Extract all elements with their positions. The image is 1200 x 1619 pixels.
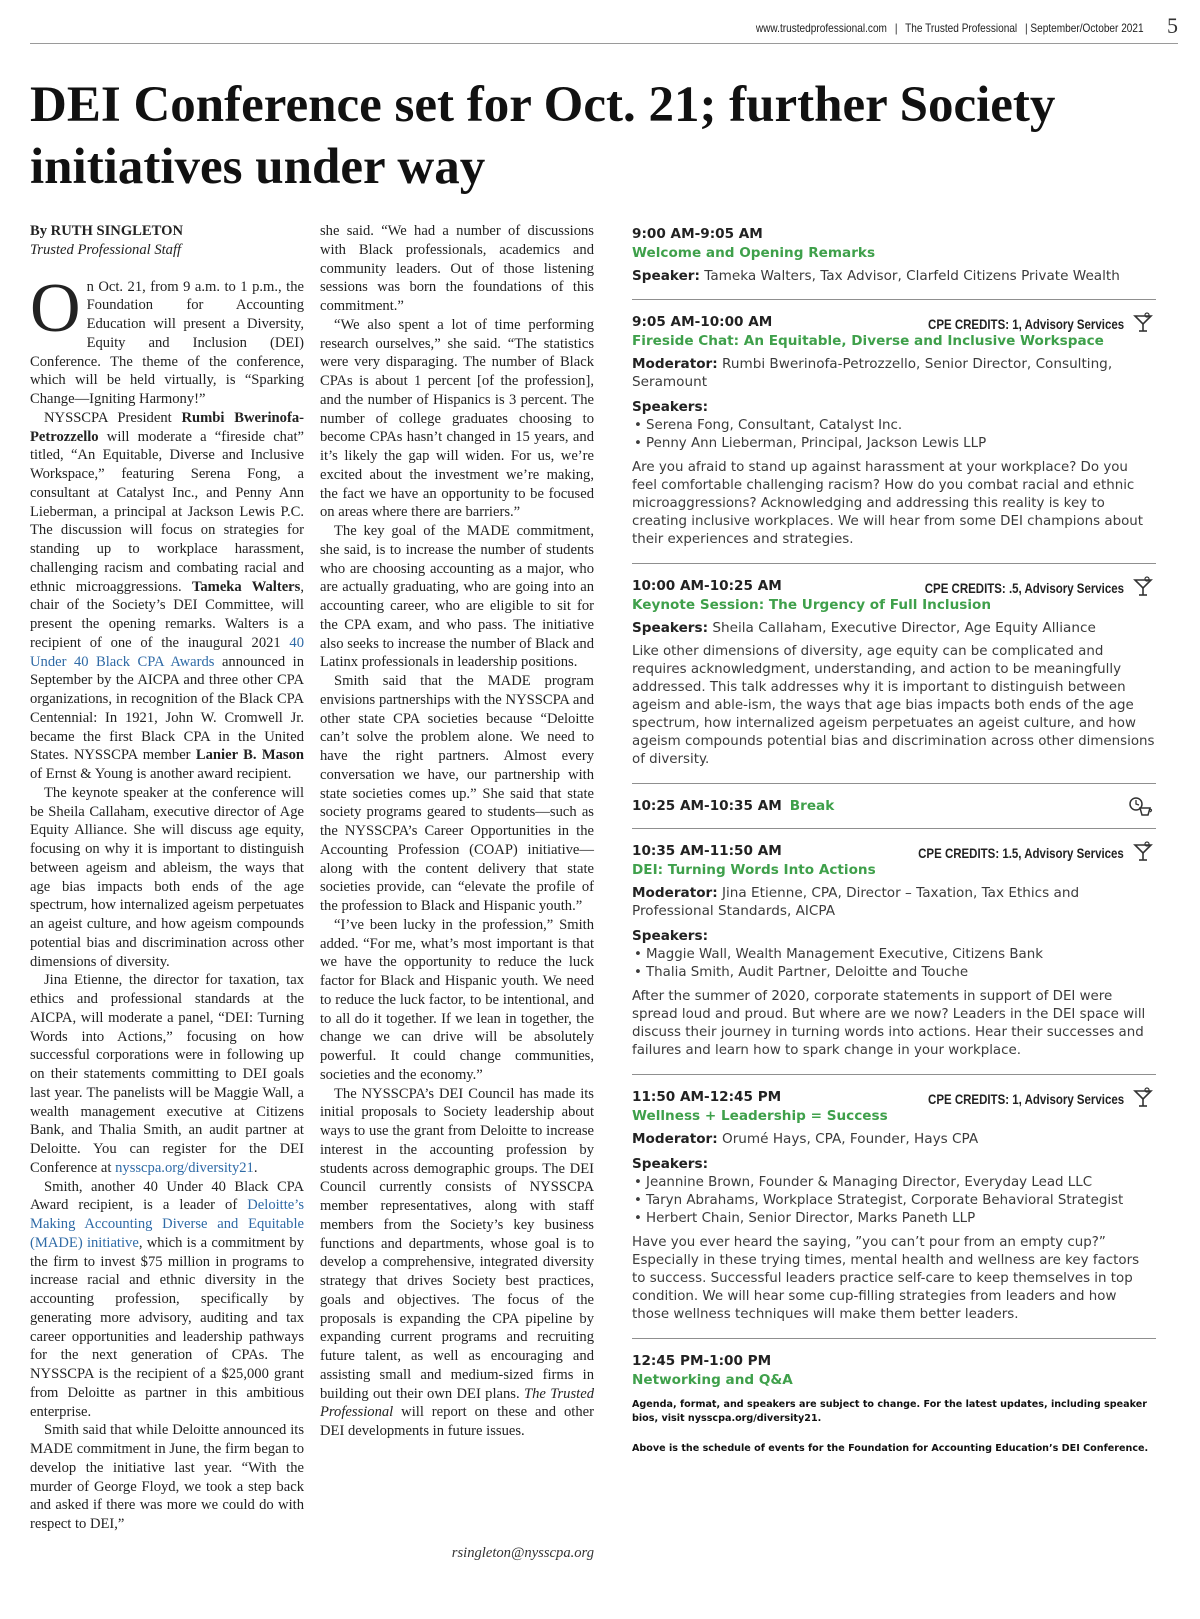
speaker-name: Sheila Callaham, Executive Director, Age Equity Alliance xyxy=(712,620,1096,636)
article-headline: DEI Conference set for Oct. 21; further Society initiatives under way xyxy=(30,77,1056,195)
session-speaker xyxy=(632,619,1156,637)
header-separator: | xyxy=(895,21,898,35)
article-paragraph xyxy=(30,409,304,784)
paragraph-text: n Oct. 21, from 9 a.m. to 1 p.m., the Foundation for Accounting Education will present a Diversity, Equity and Inclusion (DEI) Conference. The theme of the conference, which will be held virtually, is “Sparking Change—Igniting Harmony!” xyxy=(30,278,304,407)
speaker-label: Speaker: xyxy=(632,268,700,284)
header-url[interactable]: www.trustedprofessional.com xyxy=(756,21,888,35)
cpe-credits: CPE CREDITS: 1, Advisory Services xyxy=(927,316,1124,332)
speaker-name: Tameka Walters, Tax Advisor, Clarfeld Citizens Private Wealth xyxy=(704,268,1120,284)
speaker-list xyxy=(632,417,1156,453)
speakers-label: Speakers: xyxy=(632,928,709,944)
article-paragraph xyxy=(30,971,304,1177)
paragraph-text: will report on these and other DEI developments in future issues. xyxy=(320,1404,594,1439)
header-issue: | September/October 2021 xyxy=(1025,21,1144,35)
article-paragraph: The keynote speaker at the conference will be Sheila Callaham, executive director of Age Equity Alliance. She will discuss age equity, focusing on why it is important to distinguish between ageism and ableism, the ways that age bias impacts both ends of the age spectrum, how internalized ageism perpetuates an ageist culture, and how ageism compounds potential bias and discrimination across other dimensions of diversity. xyxy=(30,784,304,970)
session-description: Have you ever heard the saying, ”you can’t pour from an empty cup?” Especially in these trying times, mental health and wellness are key factors to success. Successful leaders practice self-care to keep themselves in top condition. We will hear some cup-filling strategies from leaders and how those wellness techniques will make them better leaders. xyxy=(632,1235,1140,1322)
session-fireside-chat xyxy=(632,314,1156,564)
session-wellness xyxy=(632,1089,1156,1339)
session-time: 11:50 AM-12:45 PM xyxy=(632,1089,782,1105)
article-column-2 xyxy=(320,222,594,1441)
session-welcome xyxy=(632,226,1156,300)
paragraph-text: of Ernst & Young is another award recipient. xyxy=(30,766,292,782)
article-paragraph: Smith said that while Deloitte announced its MADE commitment in June, the firm began to develop the initiative last year. “With the murder of George Floyd, we took a step back and asked if there was more we could do with respect to DEI,” xyxy=(30,1422,304,1532)
moderator-name: Jina Etienne, CPA, Director – Taxation, Tax Ethics and Professional Standards, AICPA xyxy=(632,885,1080,919)
moderator-label: Moderator: xyxy=(632,885,718,901)
session-title: Keynote Session: The Urgency of Full Inclusion xyxy=(632,597,992,613)
page-number: 5 xyxy=(1167,13,1178,38)
session-description: Like other dimensions of diversity, age equity can be complicated and requires acknowledgment, understanding, and action to be meaningfully addressed. This talk addresses why it is important to distinguish between ageism and able-ism, the ways that age bias impacts both ends of the age spectrum, how internalized ageism perpetuates an ageist culture, and how ageism compounds potential bias and discrimination across other dimensions of diversity. xyxy=(632,644,1155,767)
cpe-credits: CPE CREDITS: 1.5, Advisory Services xyxy=(918,845,1124,861)
header-info xyxy=(756,21,1144,35)
session-moderator xyxy=(632,355,1156,391)
session-keynote xyxy=(632,578,1156,784)
paragraph-text: announced in September by the AICPA and three other CPA organizations, in recognition of the Black CPA Centennial: In 1921, John W. Cromwell Jr. became the first Black CPA in the United States. NYSSCPA member xyxy=(30,653,304,764)
paragraph-text: NYSSCPA President xyxy=(44,409,182,426)
moderator-label: Moderator: xyxy=(632,356,718,372)
paragraph-text: will moderate a “fireside chat” titled, “An Equitable, Diverse and Inclusive Workspace,” featuring Serena Fong, a consultant at Catalyst Inc., and Penny Ann Lieberman, a principal at Jackson Lewis P.C. The discussion will focus on strategies for standing up to workplace harassment, challenging racism and combating racial and ethnic microaggressions. xyxy=(30,428,304,595)
cocktail-glass-icon xyxy=(1132,841,1154,863)
session-time: 10:25 AM-10:35 AM xyxy=(632,798,782,814)
session-time: 9:00 AM-9:05 AM xyxy=(632,226,763,242)
speaker-item: • Serena Fong, Consultant, Catalyst Inc. xyxy=(632,417,1156,435)
registration-link[interactable]: nysscpa.org/diversity21 xyxy=(115,1159,254,1176)
article-paragraph xyxy=(320,1085,594,1441)
article-paragraph: The key goal of the MADE commitment, she said, is to increase the number of students who are choosing accounting as a major, who are actually graduating, who are going into an accounting career, who are eligible to sit for the CPA exam, and who pass. The initiative also seeks to increase the number of Black and Latinx professionals in leadership positions. xyxy=(320,523,594,671)
paragraph-text: Smith, another 40 Under 40 Black CPA Award recipient, is a leader of xyxy=(30,1178,304,1214)
header-publication: The Trusted Professional xyxy=(905,21,1018,35)
session-title: Break xyxy=(789,798,835,814)
byline-role: Trusted Professional Staff xyxy=(30,241,182,258)
moderator-name: Rumbi Bwerinofa-Petrozzello, Senior Director, Consulting, Seramount xyxy=(632,356,1113,390)
article-paragraph: “We also spent a lot of time performing research ourselves,” she said. “The statistics were very disparaging. The number of Black CPAs is about 1 percent [of the profession], and the number of Hispanics is 3 percent. The number of college graduates choosing to become CPAs hasn’t changed in 15 years, and it’s likely the gap will widen. For us, we’re excited about the investment we’re making, the fact we have an opportunity to be focused on areas where there are barriers.” xyxy=(320,316,594,521)
speaker-item: • Thalia Smith, Audit Partner, Deloitte and Touche xyxy=(632,964,1156,982)
session-title: Welcome and Opening Remarks xyxy=(632,245,876,261)
awards-link[interactable]: 40 Under 40 Black CPA Awards xyxy=(30,634,304,670)
conference-schedule xyxy=(632,226,1156,1416)
article-paragraph: Smith said that the MADE program envisions partnerships with the NYSSCPA and other state CPA societies because “Deloitte can’t solve the problem alone. We need to have the right partners. Almost every conversation we have, our partnership with state societies comes up.” She said that state society programs geared to students—such as the NYSSCPA’s Career Opportunities in the Accounting Profession (COAP) initiative—along with the content delivery that state societies provide, can “elevate the profile of the profession to Black and Hispanic youth.” xyxy=(320,673,594,914)
paragraph-text: , which is a commitment by the firm to invest $75 million in programs to increase racial and ethnic diversity in the accounting profession, specifically by generating more advisory, auditing and tax career opportunities and leadership pathways for the next generation of CPAs. The NYSSCPA is the recipient of a $25,000 grant from Deloitte as partner in this ambitious enterprise. xyxy=(30,1234,304,1420)
speakers-label: Speakers: xyxy=(632,1156,709,1172)
moderator-label: Moderator: xyxy=(632,1131,718,1147)
speaker-list xyxy=(632,946,1156,982)
article-paragraph: “I’ve been lucky in the profession,” Smith added. “For me, what’s most important is that we have the opportunity to reduce the luck factor for Black and Hispanic youth. We need to reduce the luck factor, to be intentional, and to all do it together. If we lean in together, the change we can drive will be absolutely powerful. It could change communities, societies and the economy.” xyxy=(320,916,594,1083)
speaker-item: • Penny Ann Lieberman, Principal, Jackson Lewis LLP xyxy=(632,435,1156,453)
speaker-item: • Taryn Abrahams, Workplace Strategist, Corporate Behavioral Strategist xyxy=(632,1192,1156,1210)
made-initiative-link[interactable]: Deloitte’s Making Accounting Diverse and Equitable (MADE) initiative xyxy=(30,1197,304,1251)
session-time: 12:45 PM-1:00 PM xyxy=(632,1353,772,1369)
speaker-list xyxy=(632,1174,1156,1228)
speakers-label: Speakers: xyxy=(632,620,709,636)
paragraph-text: , chair of the Society’s DEI Committee, will present the opening remarks. Walters is a recipient of one of the inaugural 2021 xyxy=(30,578,304,651)
session-networking xyxy=(632,1353,1156,1402)
session-speaker xyxy=(632,267,1156,285)
person-name: Rumbi Bwerinofa-Petrozzello xyxy=(30,409,304,445)
session-description: After the summer of 2020, corporate statements in support of DEI were spread loud and proud. But where are we now? Leaders in the DEI space will discuss their journey in turning words into actions. Hear their successes and failures and learn how to spark change in your workplace. xyxy=(632,989,1146,1058)
person-name: Tameka Walters xyxy=(191,578,301,595)
session-title: DEI: Turning Words Into Actions xyxy=(632,862,876,878)
article-paragraph xyxy=(30,269,304,409)
moderator-name: Orumé Hays, CPA, Founder, Hays CPA xyxy=(722,1131,979,1147)
drop-cap: O xyxy=(30,269,81,347)
schedule-caption: Above is the schedule of events for the Foundation for Accounting Education’s DEI Conference. xyxy=(632,1443,1149,1454)
agenda-disclaimer: Agenda, format, and speakers are subject to change. For the latest updates, including speaker bios, visit nysscpa.org/diversity21. xyxy=(632,1399,1147,1424)
byline-author: By RUTH SINGLETON xyxy=(30,223,184,239)
article-paragraph xyxy=(30,1178,304,1422)
person-name: Lanier B. Mason xyxy=(195,747,304,764)
paragraph-text: . xyxy=(253,1159,258,1176)
speaker-item: • Jeannine Brown, Founder & Managing Director, Everyday Lead LLC xyxy=(632,1174,1156,1192)
session-break xyxy=(632,798,1156,829)
schedule-notes xyxy=(632,1398,1152,1456)
cocktail-glass-icon xyxy=(1132,312,1154,334)
session-title: Wellness + Leadership = Success xyxy=(632,1108,888,1124)
cpe-credits: CPE CREDITS: .5, Advisory Services xyxy=(924,580,1124,596)
session-time: 9:05 AM-10:00 AM xyxy=(632,314,773,330)
publication-name: The Trusted Professional xyxy=(320,1385,594,1421)
paragraph-text: Jina Etienne, the director for taxation, tax ethics and professional standards at the AICPA, will moderate a panel, “DEI: Turning Words into Actions,” focusing on how successful corporations were in following up on their statements committing to DEI goals last year. The panelists will be Maggie Wall, a wealth management executive at Citizens Bank, and Thalia Smith, an audit partner at Deloitte. You can register for the DEI Conference at xyxy=(30,972,304,1176)
session-description: Are you afraid to stand up against harassment at your workplace? Do you feel comfortable challenging racism? How do you combat racial and ethnic microaggressions? Acknowledging and addressing this reality is key to creating inclusive workplaces. We will hear from some DEI champions about their experiences and strategies. xyxy=(632,460,1144,547)
session-title: Networking and Q&A xyxy=(632,1372,793,1388)
cpe-credits: CPE CREDITS: 1, Advisory Services xyxy=(927,1091,1124,1107)
session-turning-words xyxy=(632,843,1156,1075)
speaker-item: • Maggie Wall, Wealth Management Executive, Citizens Bank xyxy=(632,946,1156,964)
session-time: 10:35 AM-11:50 AM xyxy=(632,843,782,859)
cocktail-glass-icon xyxy=(1132,576,1154,598)
paragraph-text: The NYSSCPA’s DEI Council has made its initial proposals to Society leadership about ways to use the grant from Deloitte to increase interest in the accounting profession by students across demographic groups. The DEI Council currently consists of NYSSCPA member representatives, along with staff members from the Society’s key business functions and departments, whose goal is to develop a comprehensive, integrated diversity strategy that drives Society best practices, goals and objectives. The focus of the proposals is expanding the CPA pipeline by expanding current programs and recruiting future talent, as well as encouraging and assisting small and medium-sized firms in building out their own DEI plans. xyxy=(320,1085,594,1402)
author-email[interactable]: rsingleton@nysscpa.org xyxy=(451,1545,594,1561)
session-moderator xyxy=(632,884,1156,920)
session-title: Fireside Chat: An Equitable, Diverse and Inclusive Workspace xyxy=(632,333,1104,349)
session-moderator xyxy=(632,1130,1156,1148)
session-time: 10:00 AM-10:25 AM xyxy=(632,578,782,594)
cocktail-glass-icon xyxy=(1132,1087,1154,1109)
coffee-cup-icon xyxy=(1128,796,1154,818)
speaker-item: • Herbert Chain, Senior Director, Marks Paneth LLP xyxy=(632,1210,1156,1228)
masthead xyxy=(30,14,1178,44)
article-paragraph: she said. “We had a number of discussions with Black professionals, academics and community leaders. Out of those listening sessions was born the foundations of this commitment.” xyxy=(320,223,594,314)
article-column-1 xyxy=(30,222,304,1534)
speakers-label: Speakers: xyxy=(632,399,709,415)
